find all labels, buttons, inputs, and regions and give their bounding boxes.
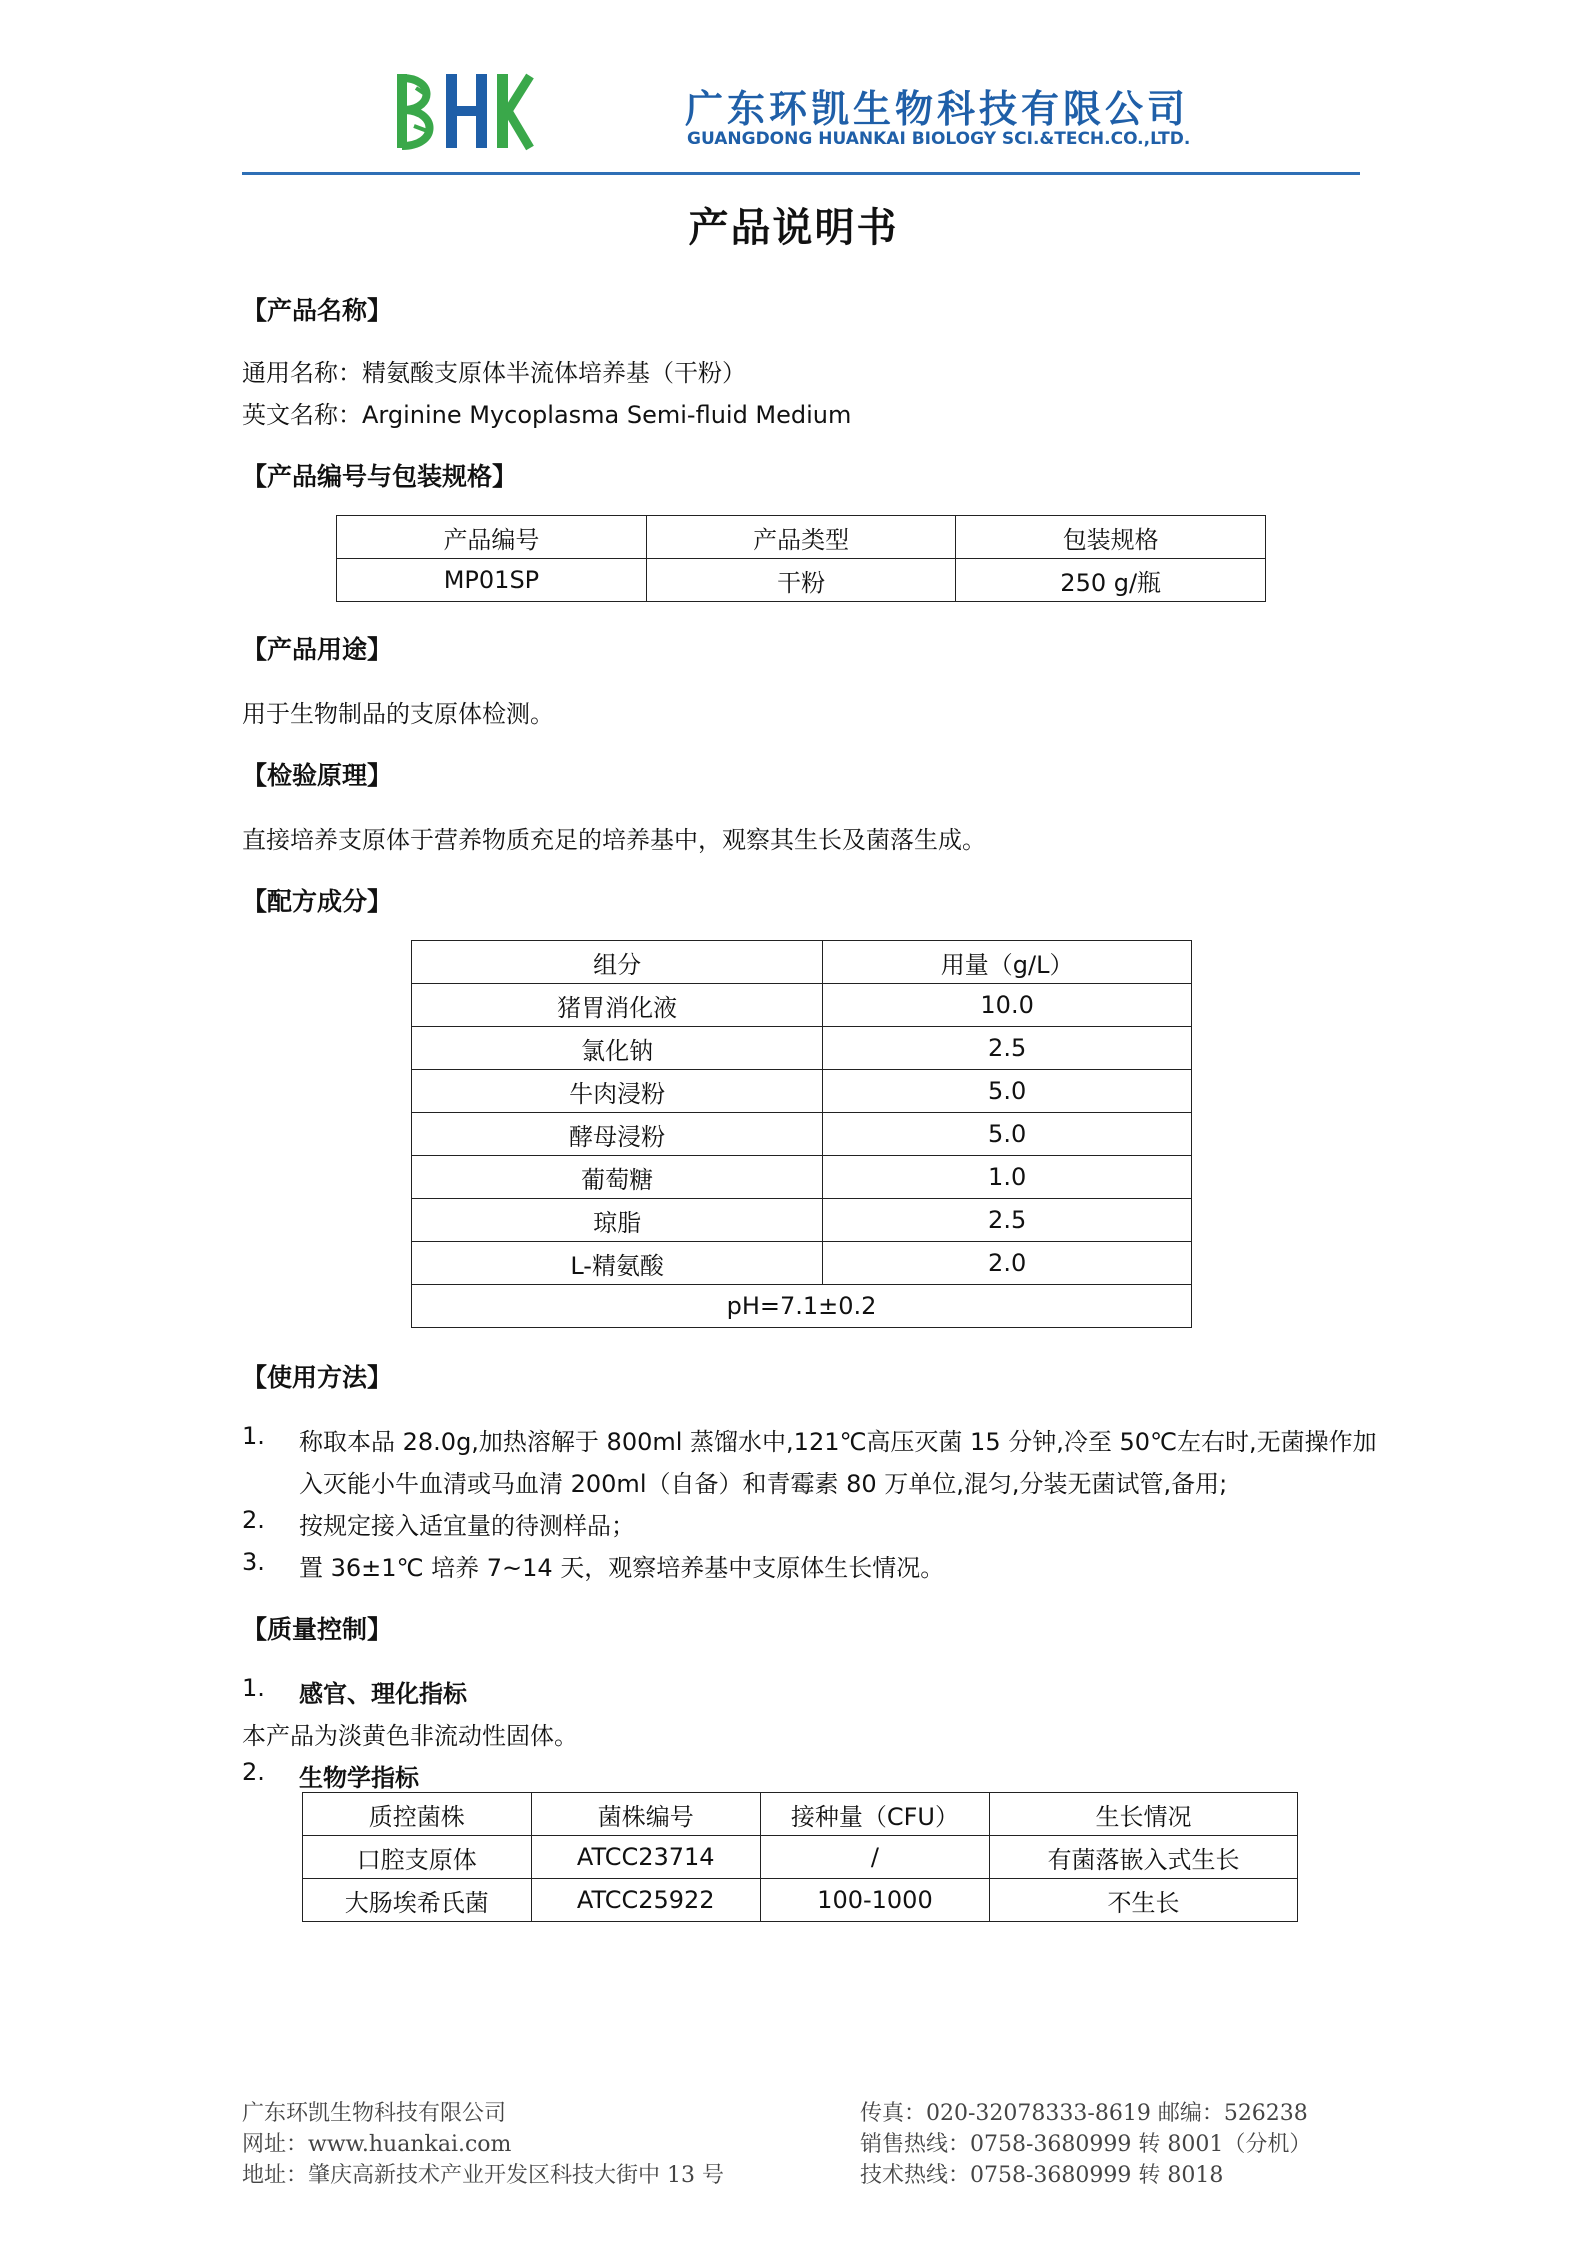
- section-heading-formula: 【配方成分】: [242, 887, 393, 916]
- spec-table: [336, 515, 1266, 602]
- table-row: [412, 1199, 1192, 1242]
- list-number: 2.: [242, 1758, 265, 1786]
- common-name: 通用名称：精氨酸支原体半流体培养基（干粉）: [242, 359, 746, 387]
- table-row: [412, 1285, 1192, 1328]
- table-cell: 葡萄糖: [412, 1156, 823, 1199]
- footer-tech-hotline: 技术热线：0758-3680999 转 8018: [860, 2163, 1224, 2188]
- table-cell: 2.5: [823, 1199, 1192, 1242]
- section-heading-qc: 【质量控制】: [242, 1615, 393, 1644]
- list-item: 置 36±1℃ 培养 7~14 天，观察培养基中支原体生长情况。: [299, 1554, 945, 1582]
- table-header-row: [337, 516, 1266, 559]
- table-row: [412, 1242, 1192, 1285]
- table-cell: 5.0: [823, 1070, 1192, 1113]
- table-cell: 有菌落嵌入式生长: [989, 1836, 1297, 1879]
- table-cell: L-精氨酸: [412, 1242, 823, 1285]
- table-cell: 2.0: [823, 1242, 1192, 1285]
- section-heading-usage: 【产品用途】: [242, 635, 393, 664]
- english-name: 英文名称：Arginine Mycoplasma Semi-fluid Medium: [242, 401, 852, 429]
- footer-address: 地址：肇庆高新技术产业开发区科技大街中 13 号: [242, 2163, 724, 2188]
- table-row: [412, 1027, 1192, 1070]
- document-title: 产品说明书: [688, 205, 899, 251]
- list-number: 3.: [242, 1548, 265, 1576]
- table-cell: 包装规格: [956, 516, 1266, 559]
- table-row: [412, 1070, 1192, 1113]
- usage-text: 用于生物制品的支原体检测。: [242, 700, 554, 728]
- footer-website: 网址：www.huankai.com: [242, 2132, 512, 2157]
- section-heading-spec: 【产品编号与包装规格】: [242, 462, 518, 491]
- table-cell: 酵母浸粉: [412, 1113, 823, 1156]
- company-name-en: GUANGDONG HUANKAI BIOLOGY SCI.&TECH.CO.,LTD.: [687, 129, 1191, 149]
- header-divider: [242, 172, 1360, 175]
- table-cell: 生长情况: [989, 1793, 1297, 1836]
- table-cell: 不生长: [989, 1879, 1297, 1922]
- list-number: 1.: [242, 1422, 265, 1450]
- table-row: [337, 559, 1266, 602]
- table-cell: 2.5: [823, 1027, 1192, 1070]
- table-cell: 10.0: [823, 984, 1192, 1027]
- company-name-cn: 广东环凯生物科技有限公司: [685, 87, 1190, 131]
- table-cell: 产品类型: [646, 516, 956, 559]
- table-cell: 组分: [412, 941, 823, 984]
- table-row: [412, 1113, 1192, 1156]
- svg-text:BHK: BHK: [464, 151, 469, 153]
- table-cell: MP01SP: [337, 559, 647, 602]
- list-item: 按规定接入适宜量的待测样品；: [299, 1512, 635, 1540]
- ph-value: pH=7.1±0.2: [412, 1285, 1192, 1328]
- section-heading-product-name: 【产品名称】: [242, 296, 393, 325]
- table-header-row: [412, 941, 1192, 984]
- principle-text: 直接培养支原体于营养物质充足的培养基中，观察其生长及菌落生成。: [242, 826, 986, 854]
- table-cell: 接种量（CFU）: [760, 1793, 989, 1836]
- footer-company: 广东环凯生物科技有限公司: [242, 2101, 507, 2126]
- qc-sensory-text: 本产品为淡黄色非流动性固体。: [242, 1722, 578, 1750]
- footer-fax: 传真：020-32078333-8619 邮编：526238: [860, 2101, 1308, 2126]
- qc-sensory-title: 感官、理化指标: [299, 1680, 467, 1708]
- table-cell: 大肠埃希氏菌: [303, 1879, 532, 1922]
- section-heading-method: 【使用方法】: [242, 1363, 393, 1392]
- table-cell: 5.0: [823, 1113, 1192, 1156]
- table-row: [303, 1879, 1298, 1922]
- table-row: [303, 1836, 1298, 1879]
- table-cell: ATCC23714: [531, 1836, 760, 1879]
- table-row: [412, 984, 1192, 1027]
- company-logo: [394, 68, 534, 154]
- table-cell: 牛肉浸粉: [412, 1070, 823, 1113]
- table-cell: 1.0: [823, 1156, 1192, 1199]
- table-cell: 菌株编号: [531, 1793, 760, 1836]
- list-item-continuation: 入灭能小牛血清或马血清 200ml（自备）和青霉素 80 万单位,混匀,分装无菌试管,备用;: [299, 1470, 1228, 1498]
- qc-bio-title: 生物学指标: [299, 1764, 419, 1792]
- table-cell: 100-1000: [760, 1879, 989, 1922]
- table-cell: /: [760, 1836, 989, 1879]
- table-cell: 氯化钠: [412, 1027, 823, 1070]
- formula-table: [411, 940, 1192, 1328]
- table-header-row: [303, 1793, 1298, 1836]
- list-number: 1.: [242, 1674, 265, 1702]
- table-cell: ATCC25922: [531, 1879, 760, 1922]
- table-cell: 猪胃消化液: [412, 984, 823, 1027]
- table-cell: 质控菌株: [303, 1793, 532, 1836]
- table-cell: 产品编号: [337, 516, 647, 559]
- table-cell: 干粉: [646, 559, 956, 602]
- table-cell: 口腔支原体: [303, 1836, 532, 1879]
- section-heading-principle: 【检验原理】: [242, 761, 393, 790]
- table-cell: 琼脂: [412, 1199, 823, 1242]
- qc-table: [302, 1792, 1298, 1922]
- table-row: [412, 1156, 1192, 1199]
- list-number: 2.: [242, 1506, 265, 1534]
- table-cell: 250 g/瓶: [956, 559, 1266, 602]
- table-cell: 用量（g/L）: [823, 941, 1192, 984]
- footer-sales-hotline: 销售热线：0758-3680999 转 8001（分机）: [860, 2132, 1312, 2157]
- list-item: 称取本品 28.0g,加热溶解于 800ml 蒸馏水中,121℃高压灭菌 15 分钟,冷至 50℃左右时,无菌操作加: [299, 1428, 1377, 1456]
